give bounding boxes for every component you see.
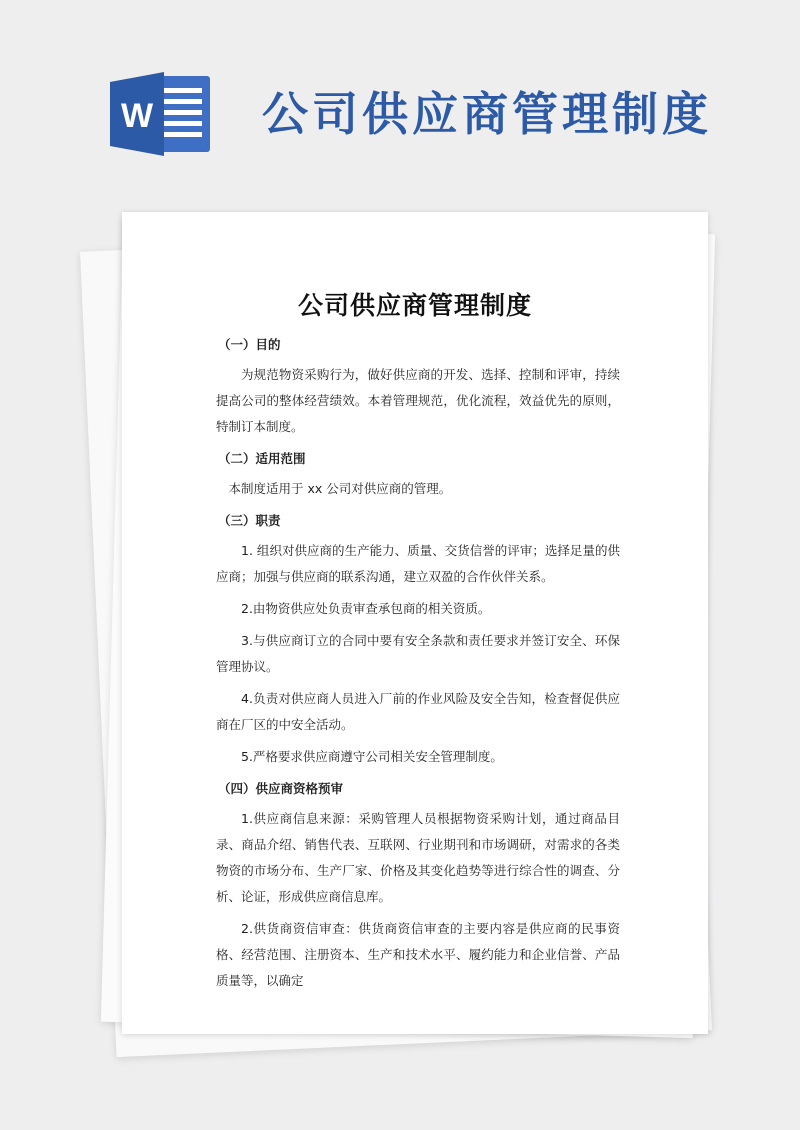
document-body (216, 330, 620, 996)
section-heading-responsibilities: （三）职责 (218, 513, 281, 528)
word-logo-letter: W (120, 97, 154, 135)
section-heading-scope: （二）适用范围 (218, 451, 306, 466)
section-paragraph: 2.由物资供应处负责审查承包商的相关资质。 (241, 601, 491, 616)
section-paragraph: 4.负责对供应商人员进入厂前的作业风险及安全告知，检查督促供应商在厂区的中安全活动。 (216, 691, 620, 732)
section-paragraph: 3.与供应商订立的合同中要有安全条款和责任要求并签订安全、环保管理协议。 (216, 633, 620, 674)
section-paragraph: 2.供货商资信审查：供货商资信审查的主要内容是供应商的民事资格、经营范围、注册资本、生产和技术水平、履约能力和企业信誉、产品质量等，以确定 (216, 921, 620, 988)
document-page (122, 212, 708, 1034)
section-paragraph: 1. 组织对供应商的生产能力、质量、交货信誉的评审；选择足量的供应商；加强与供应商的联系沟通，建立双盈的合作伙伴关系。 (216, 543, 620, 584)
section-paragraph: 为规范物资采购行为，做好供应商的开发、选择、控制和评审，持续提高公司的整体经营绩效。本着管理规范，优化流程，效益优先的原则，特制订本制度。 (216, 367, 620, 434)
section-heading-prequalification: （四）供应商资格预审 (218, 781, 344, 796)
word-document-icon (110, 72, 212, 156)
section-paragraph: 1.供应商信息来源：采购管理人员根据物资采购计划，通过商品目录、商品介绍、销售代表、互联网、行业期刊和市场调研，对需求的各类物资的市场分布、生产厂家、价格及其变化趋势等进行综合性的调查、分析、论证，形成供应商信息库。 (216, 811, 620, 904)
page-heading: 公司供应商管理制度 (262, 87, 712, 141)
section-heading-purpose: （一）目的 (218, 337, 281, 352)
section-paragraph: 本制度适用于 xx 公司对供应商的管理。 (228, 481, 452, 496)
document-title: 公司供应商管理制度 (297, 291, 532, 320)
section-paragraph: 5.严格要求供应商遵守公司相关安全管理制度。 (241, 749, 503, 764)
